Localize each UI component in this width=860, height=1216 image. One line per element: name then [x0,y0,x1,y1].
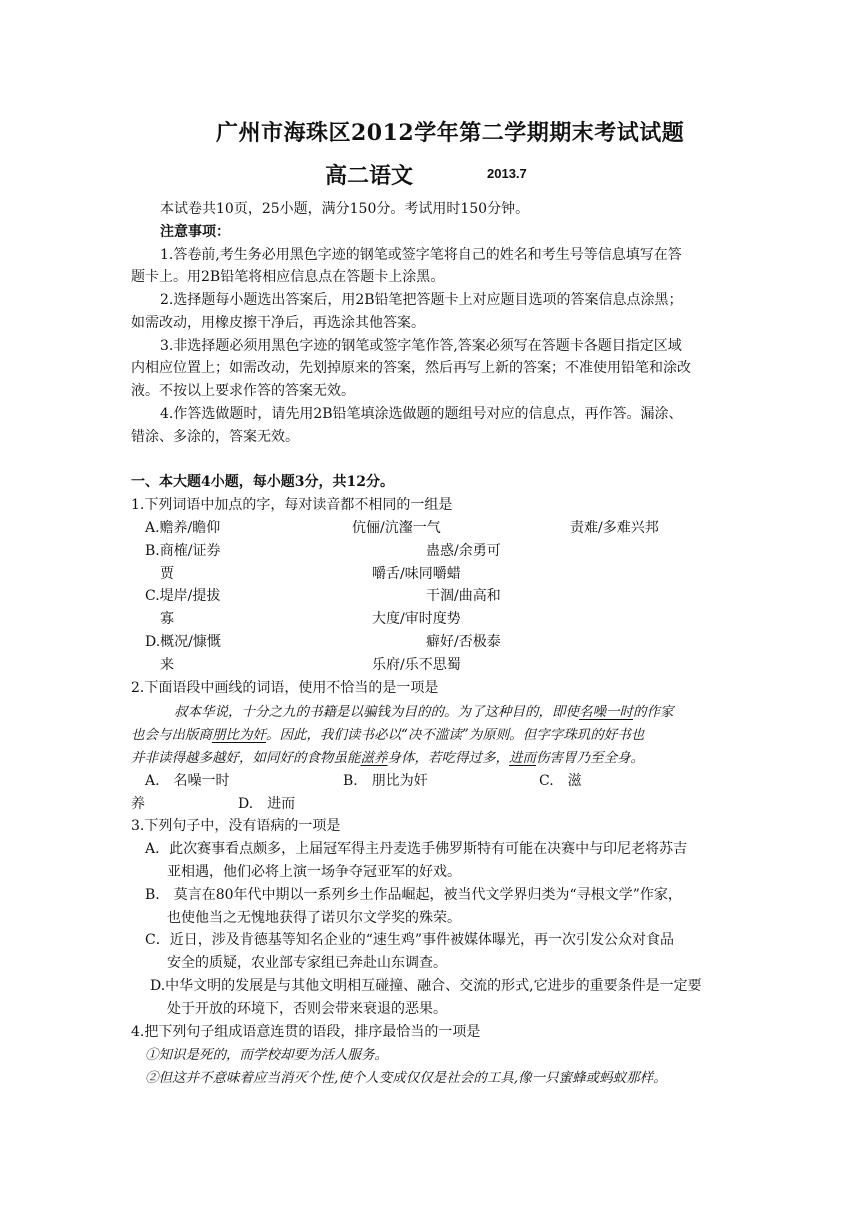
q4-sentence-1: ①知识是死的，而学校却要为活人服务。 [145,1047,388,1063]
q2-underlined-term: 滋养 [360,750,388,766]
q2-passage-text: 的作家 [633,704,674,720]
q2-underlined-term: 朋比为奸 [212,727,266,743]
q2-option-b: B. 朋比为奸 [343,773,428,789]
q2-option-a: A. 名噪一时 [145,773,230,789]
q3-option-a-line-2: 亚相遇，他们必将上演一场争夺冠亚军的好戏。 [167,864,461,880]
note-1-line-1: 1.答卷前,考生务必用黑色字迹的钢笔或签字笔将自己的姓名和考生号等信息填写在答 [160,247,682,263]
exam-date: 2013.7 [487,166,527,181]
q1-option-b-3: 贾 [160,566,174,582]
q2-passage-line-1 [174,701,674,723]
q2-passage-text: 叔本华说，十分之九的书籍是以骗钱为目的的。为了这种目的，即使 [174,704,579,720]
q3-option-a-line-1: A．此次赛事看点颇多，上届冠军得主丹麦选手佛罗斯特有可能在决赛中与印尼老将苏吉 [145,841,688,857]
q4-sentence-2: ②但这并不意味着应当消灭个性,使个人变成仅仅是社会的工具,像一只蜜蜂或蚂蚁那样。 [145,1070,667,1086]
q1-option-a-2: 伉俪/沆瀣一气 [352,520,441,536]
q1-option-c-4: 大度/审时度势 [372,611,461,627]
q1-option-b-4: 嚼舌/味同嚼蜡 [372,566,461,582]
q1-option-c-1: C.堤岸/提拔 [145,588,221,604]
note-4-line-1: 4.作答选做题时，请先用2B铅笔填涂选做题的题组号对应的信息点，再作答。漏涂、 [160,406,683,422]
q1-option-c-2: 干涸/曲高和 [426,588,501,604]
q3-option-d-line-2: 处于开放的环境下，否则会带来衰退的恶果。 [167,1001,447,1017]
q4-stem: 4.把下列句子组成语意连贯的语段，排序最恰当的一项是 [131,1024,481,1040]
notes-heading: 注意事项： [160,224,230,240]
q2-passage-text: 。因此，我们读书必以“决不滥读”为原则。但字字珠玑的好书也 [266,727,645,743]
section-1-heading: 一、本大题4小题，每小题3分，共12分。 [131,474,394,490]
note-1-line-2: 题卡上。用2B铅笔将相应信息点在答题卡上涂黑。 [131,269,445,285]
note-3-line-2: 内相应位置上；如需改动，先划掉原来的答案，然后再写上新的答案；不准使用铅笔和涂改 [131,360,691,376]
q2-underlined-term: 名噪一时 [579,704,633,720]
q2-passage-text: 也会与出版商 [131,727,212,743]
q2-underlined-term: 进而 [509,750,536,766]
q3-option-b-line-2: 也使他当之无愧地获得了诺贝尔文学奖的殊荣。 [167,910,461,926]
q3-option-d-line-1: D.中华文明的发展是与其他文明相互碰撞、融合、交流的形式,它进步的重要条件是一定要 [150,978,702,994]
q2-option-c-cont: 养 [131,796,145,812]
q3-option-c-line-1: C．近日，涉及肯德基等知名企业的“速生鸡”事件被媒体曝光，再一次引发公众对食品 [145,932,675,948]
note-4-line-2: 错涂、多涂的，答案无效。 [131,429,299,445]
exam-summary: 本试卷共10页，25小题，满分150分。考试用时150分钟。 [160,201,530,217]
note-2-line-1: 2.选择题每小题选出答案后，用2B铅笔把答题卡上对应题目选项的答案信息点涂黑； [160,292,683,308]
q2-passage-text: 身体，若吃得过多， [387,750,509,766]
q2-stem: 2.下面语段中画线的词语，使用不恰当的是一项是 [131,680,439,696]
q1-option-a-3: 责难/多难兴邦 [570,520,659,536]
q2-passage-line-2 [131,724,644,746]
exam-title: 广州市海珠区2012学年第二学期期末考试试题 [216,120,685,146]
note-2-line-2: 如需改动，用橡皮擦干净后，再选涂其他答案。 [131,315,425,331]
q2-passage-text: 并非读得越多越好，如同好的食物虽能 [131,750,361,766]
note-3-line-1: 3.非选择题必须用黑色字迹的钢笔或签字笔作答,答案必须写在答题卡各题目指定区域 [160,338,682,354]
q1-option-c-3: 寡 [160,611,174,627]
exam-subject: 高二语文 [325,163,414,189]
q1-option-d-4: 乐府/乐不思蜀 [372,657,461,673]
q2-option-c: C. 滋 [539,773,582,789]
note-3-line-3: 液。不按以上要求作答的答案无效。 [131,383,355,399]
q1-option-b-1: B.商榷/证券 [145,543,221,559]
q1-option-b-2: 蛊惑/余勇可 [426,543,501,559]
q2-passage-line-3 [131,747,644,769]
q2-option-d: D. 进而 [238,796,296,812]
q3-option-c-line-2: 安全的质疑，农业部专家组已奔赴山东调查。 [167,955,447,971]
q1-stem: 1.下列词语中加点的字，每对读音都不相同的一组是 [131,497,453,513]
q3-option-b-line-1: B. 莫言在80年代中期以一系列乡土作品崛起，被当代文学界归类为“寻根文学”作家， [145,887,682,903]
q2-passage-text: 伤害胃乃至全身。 [536,750,644,766]
q1-option-d-1: D.概况/慷慨 [145,634,221,650]
q3-stem: 3.下列句子中，没有语病的一项是 [131,818,341,834]
q1-option-a-1: A.赡养/瞻仰 [145,520,221,536]
q1-option-d-2: 癖好/否极泰 [426,634,501,650]
q1-option-d-3: 来 [160,657,174,673]
